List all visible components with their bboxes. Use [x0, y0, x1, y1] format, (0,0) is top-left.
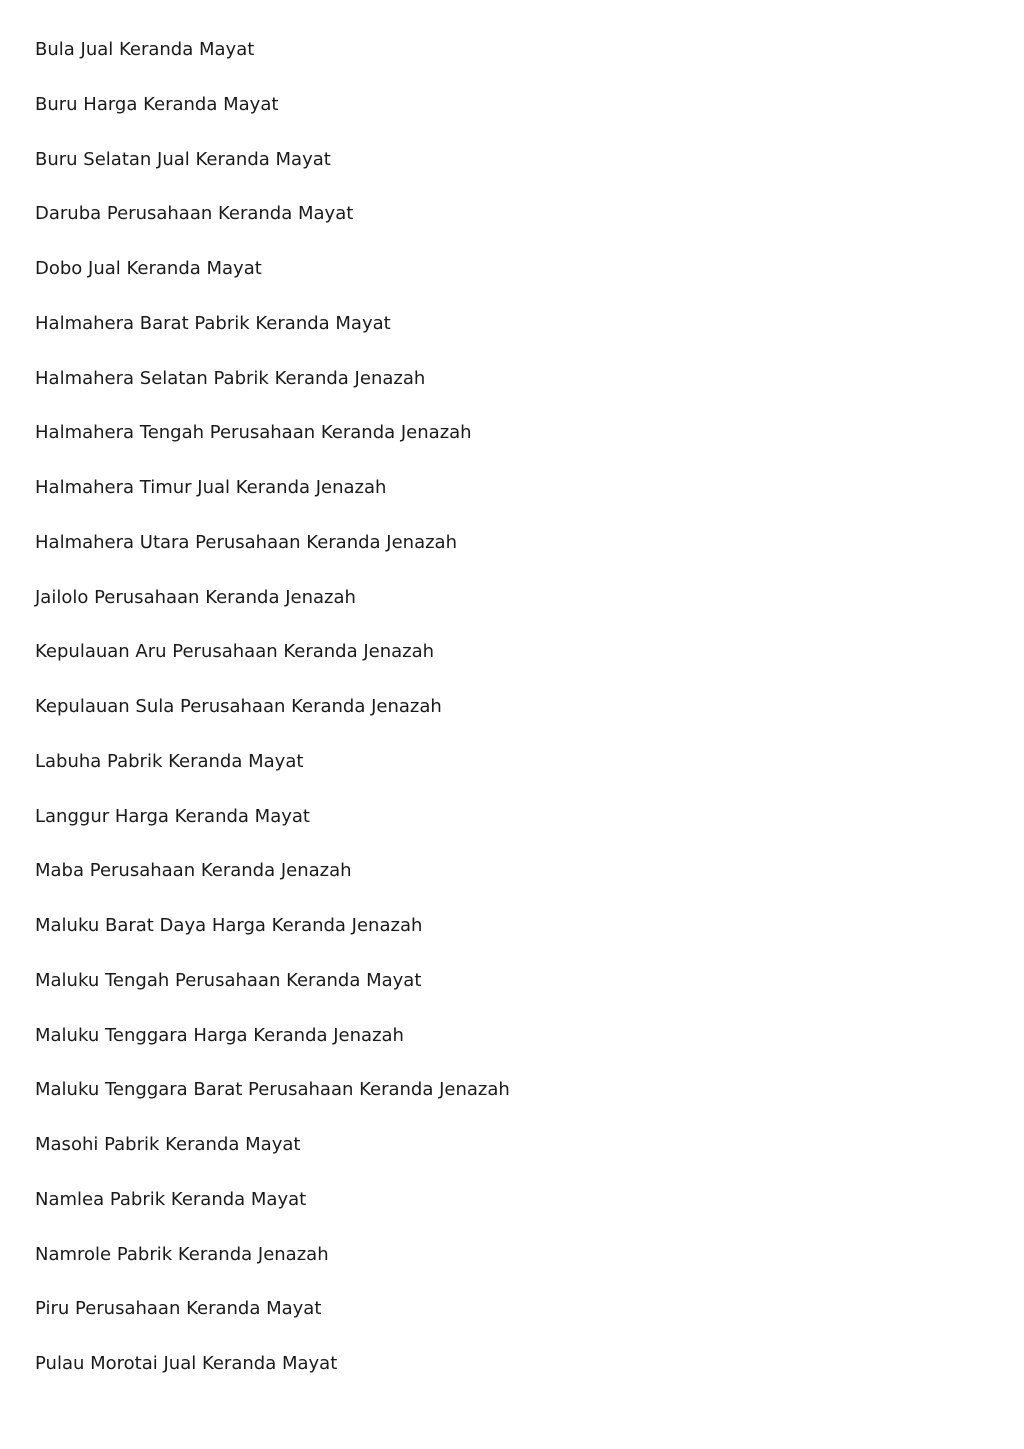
location-link[interactable]: Halmahera Utara Perusahaan Keranda Jenazah	[35, 531, 457, 553]
location-link[interactable]: Daruba Perusahaan Keranda Mayat	[35, 203, 354, 225]
location-link[interactable]: Maluku Tengah Perusahaan Keranda Mayat	[35, 969, 422, 991]
location-link[interactable]: Pulau Morotai Jual Keranda Mayat	[35, 1353, 338, 1374]
list-item	[35, 584, 510, 639]
location-link[interactable]: Halmahera Tengah Perusahaan Keranda Jenazah	[35, 422, 472, 444]
list-item	[35, 1241, 510, 1296]
location-link[interactable]: Maluku Tenggara Harga Keranda Jenazah	[35, 1024, 404, 1046]
location-link[interactable]: Namlea Pabrik Keranda Mayat	[35, 1188, 307, 1210]
list-item	[35, 146, 510, 201]
location-link[interactable]: Halmahera Selatan Pabrik Keranda Jenazah	[35, 367, 426, 389]
list-item	[35, 803, 510, 858]
location-link[interactable]: Halmahera Barat Pabrik Keranda Mayat	[35, 312, 391, 334]
list-item	[35, 638, 510, 693]
list-item	[35, 1076, 510, 1131]
location-link[interactable]: Piru Perusahaan Keranda Mayat	[35, 1298, 322, 1320]
location-link[interactable]: Dobo Jual Keranda Mayat	[35, 258, 262, 279]
location-link[interactable]: Labuha Pabrik Keranda Mayat	[35, 750, 304, 772]
list-item	[35, 693, 510, 748]
list-item	[35, 310, 510, 365]
list-item	[35, 200, 510, 255]
list-item	[35, 419, 510, 474]
list-item	[35, 1022, 510, 1077]
list-item	[35, 1131, 510, 1186]
list-item	[35, 967, 510, 1022]
location-link[interactable]: Kepulauan Sula Perusahaan Keranda Jenazah	[35, 696, 442, 717]
location-link[interactable]: Halmahera Timur Jual Keranda Jenazah	[35, 477, 387, 498]
list-item	[35, 912, 510, 967]
location-link[interactable]: Buru Selatan Jual Keranda Mayat	[35, 148, 331, 170]
location-link[interactable]: Namrole Pabrik Keranda Jenazah	[35, 1243, 329, 1265]
list-item	[35, 1186, 510, 1241]
list-item	[35, 1350, 510, 1405]
list-item	[35, 857, 510, 912]
location-link-list	[35, 36, 510, 1405]
location-link[interactable]: Maluku Barat Daya Harga Keranda Jenazah	[35, 915, 423, 936]
list-item	[35, 1295, 510, 1350]
location-link[interactable]: Maba Perusahaan Keranda Jenazah	[35, 860, 352, 882]
list-item	[35, 529, 510, 584]
location-link[interactable]: Jailolo Perusahaan Keranda Jenazah	[35, 586, 356, 608]
location-link[interactable]: Bula Jual Keranda Mayat	[35, 39, 255, 60]
list-item	[35, 748, 510, 803]
list-item	[35, 36, 510, 91]
location-link[interactable]: Masohi Pabrik Keranda Mayat	[35, 1134, 301, 1155]
list-item	[35, 255, 510, 310]
list-item	[35, 91, 510, 146]
location-link[interactable]: Buru Harga Keranda Mayat	[35, 93, 279, 115]
list-item	[35, 474, 510, 529]
location-link[interactable]: Kepulauan Aru Perusahaan Keranda Jenazah	[35, 641, 435, 663]
location-link[interactable]: Maluku Tenggara Barat Perusahaan Keranda Jenazah	[35, 1079, 510, 1101]
list-item	[35, 365, 510, 420]
location-link[interactable]: Langgur Harga Keranda Mayat	[35, 805, 310, 827]
